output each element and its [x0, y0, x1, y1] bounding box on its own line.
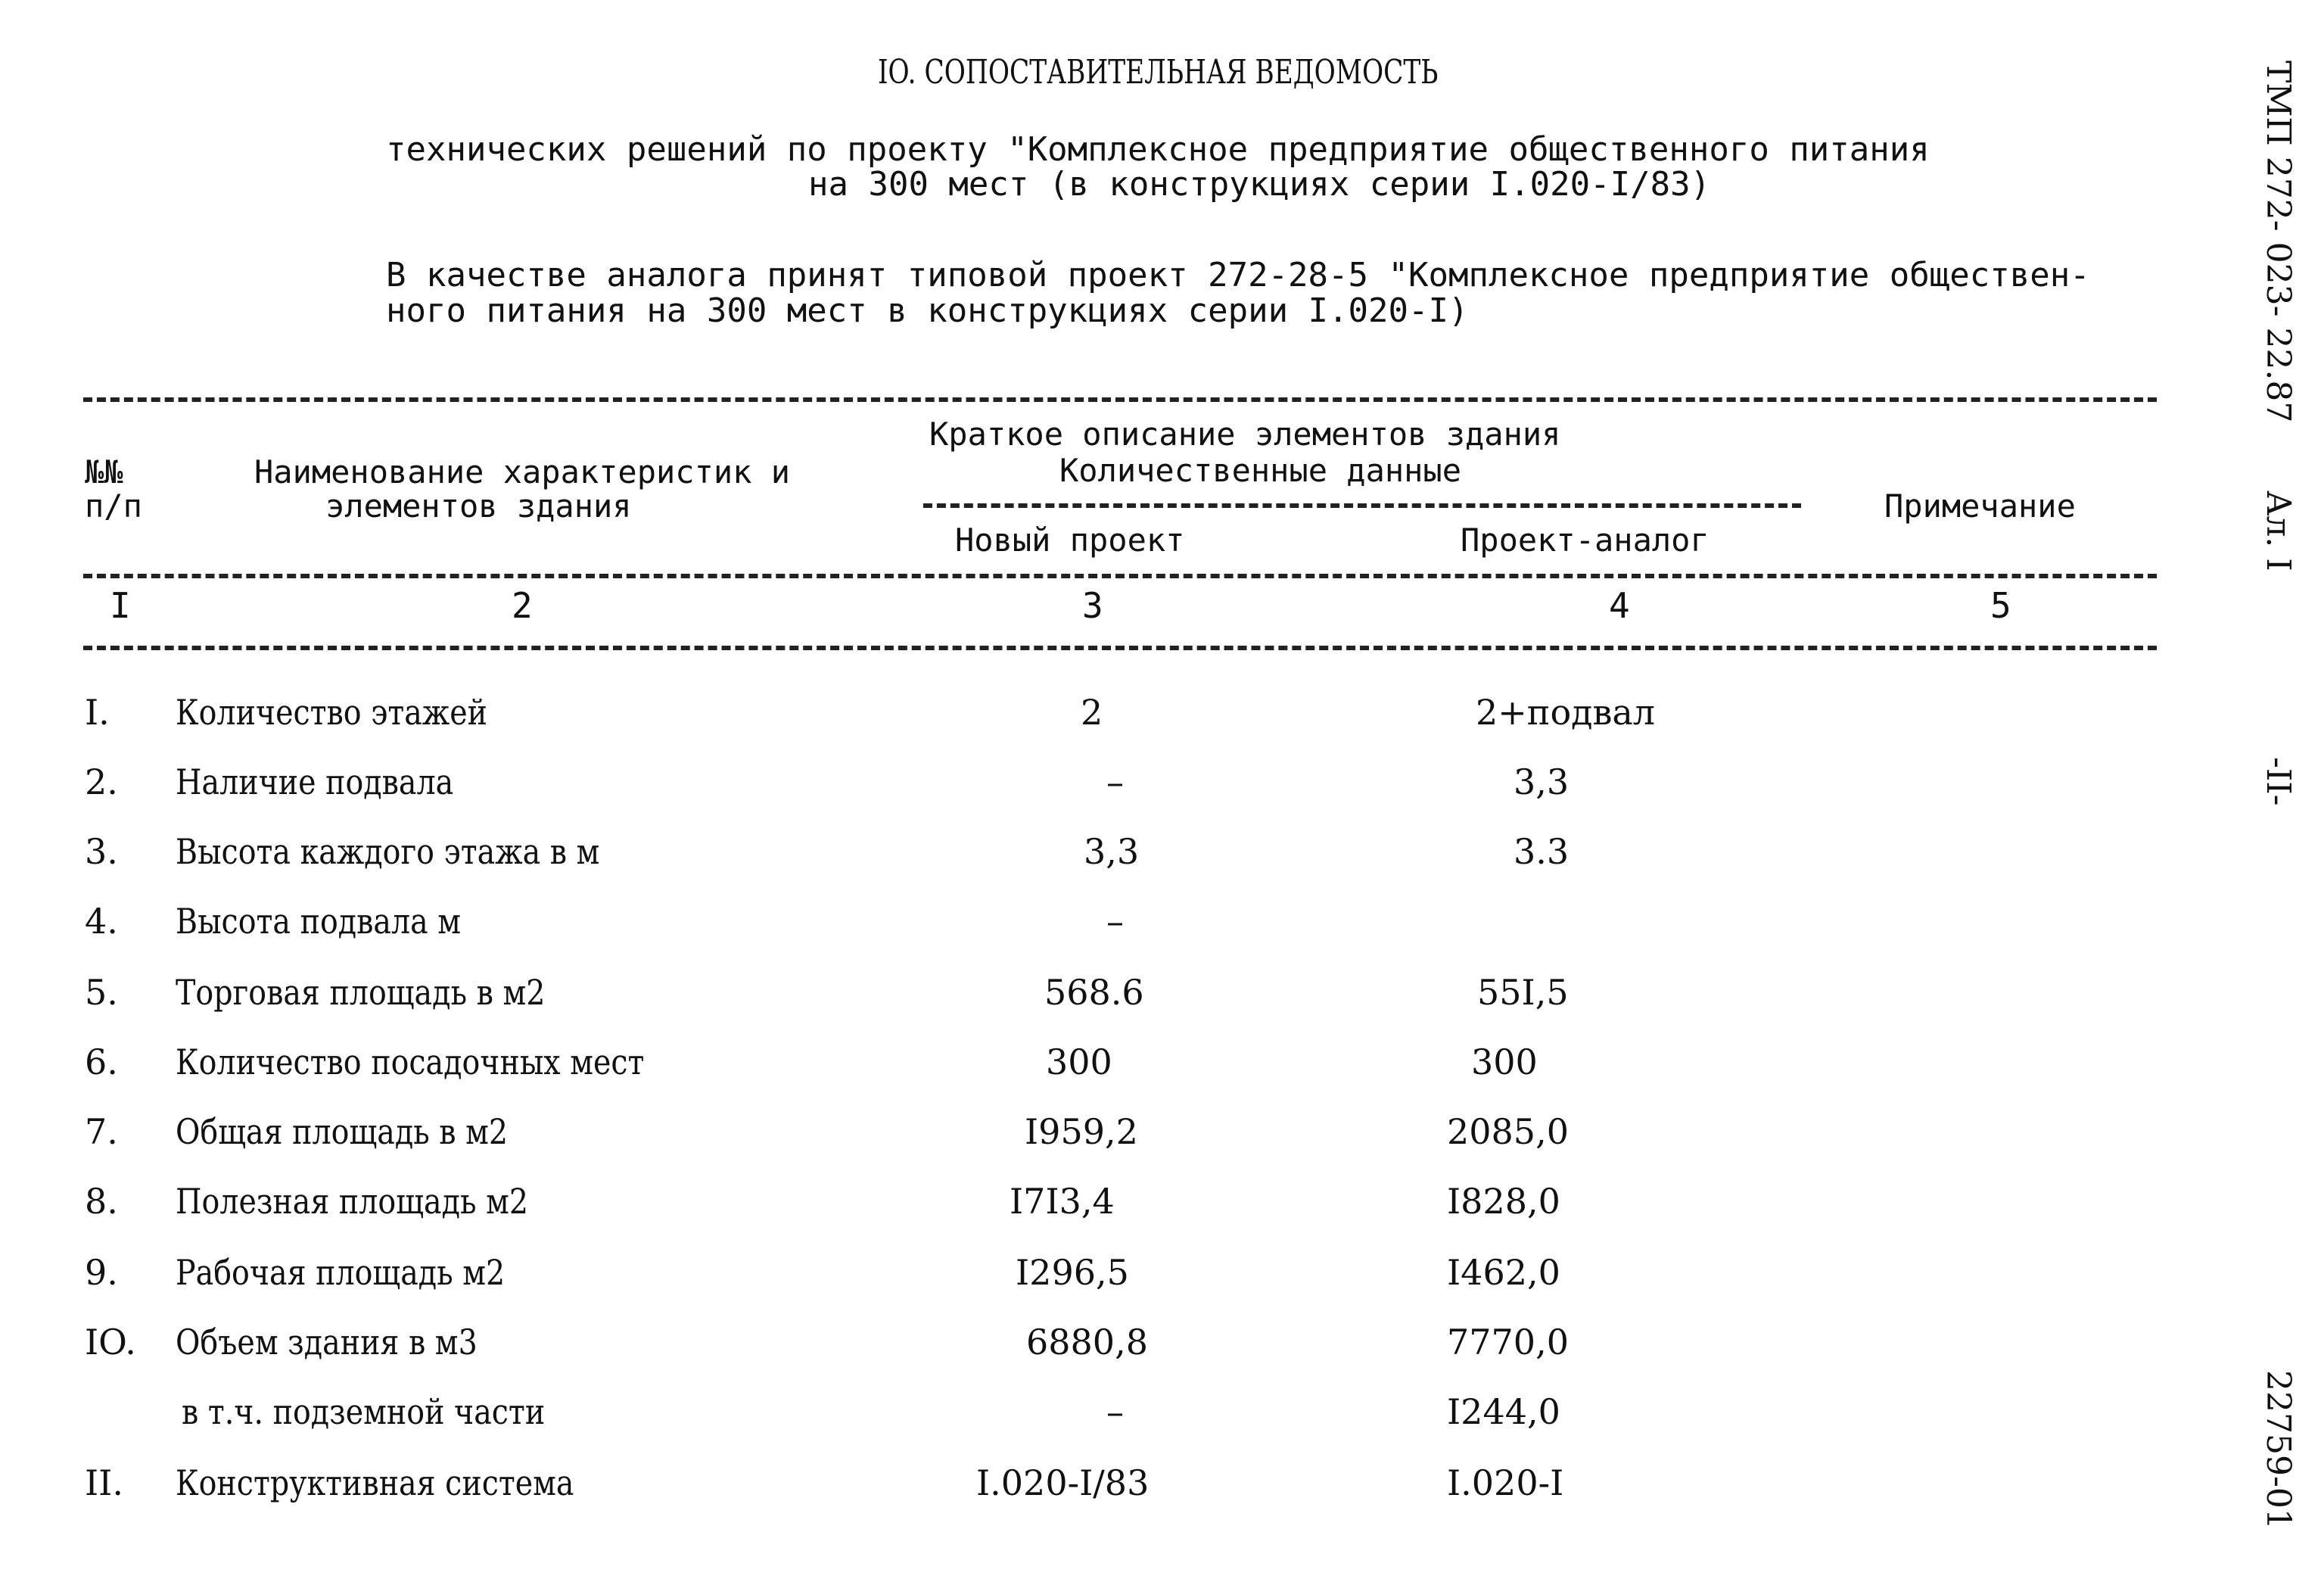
- analog-line-1: В качестве аналога принят типовой проект 272-28-5 "Комплексное предприятие обществен-: [386, 256, 2090, 294]
- row-name: Высота подвала м: [176, 901, 462, 942]
- row-new-value: –: [1106, 901, 1124, 942]
- row-name: Рабочая площадь м2: [176, 1252, 506, 1293]
- column-numbers-rule: [83, 646, 2157, 650]
- side-page-number: -II-: [2259, 757, 2298, 806]
- row-new-value: 2: [1081, 692, 1103, 733]
- document-title: IO. СОПОСТАВИТЕЛЬНАЯ ВЕДОМОСТЬ: [878, 53, 1439, 92]
- header-split-rule: [923, 503, 1801, 508]
- row-name: Количество посадочных мест: [176, 1042, 645, 1082]
- row-name: Конструктивная система: [176, 1462, 574, 1503]
- column-number-2: 2: [512, 585, 533, 626]
- column-number-3: 3: [1082, 585, 1103, 626]
- row-analog-value: I.020-I: [1447, 1462, 1564, 1503]
- row-name: Объем здания в м3: [176, 1322, 478, 1362]
- header-desc-line1: Краткое описание элементов здания: [929, 416, 1561, 453]
- header-name-line1: Наименование характеристик и: [254, 453, 791, 490]
- header-new-project: Новый проект: [955, 522, 1185, 559]
- column-number-1: I: [110, 585, 131, 626]
- subtitle-line-1: технических решений по проекту "Комплексное предприятие общественного питания: [386, 130, 1930, 169]
- row-analog-value: 3,3: [1514, 761, 1570, 802]
- row-new-value: I296,5: [1016, 1252, 1129, 1293]
- row-new-value: 3,3: [1084, 831, 1140, 872]
- row-new-value: I7I3,4: [1010, 1181, 1115, 1222]
- header-name-line2: элементов здания: [325, 487, 632, 525]
- row-new-value: 568.6: [1044, 972, 1144, 1013]
- column-number-5: 5: [1990, 585, 2011, 626]
- row-name: в т.ч. подземной части: [182, 1391, 546, 1432]
- row-new-value: I.020-I/83: [976, 1462, 1150, 1503]
- row-analog-value: I462,0: [1447, 1252, 1560, 1293]
- side-album: Ал. I: [2259, 490, 2298, 571]
- analog-line-2: ного питания на 300 мест в конструкциях серии I.020-I): [386, 291, 1469, 330]
- row-number: II.: [85, 1462, 123, 1503]
- row-number: 2.: [85, 761, 118, 802]
- row-analog-value: 55I,5: [1477, 972, 1569, 1013]
- row-analog-value: 2+подвал: [1476, 692, 1656, 733]
- column-number-4: 4: [1609, 585, 1630, 626]
- side-inventory-number: 22759-01: [2259, 1370, 2298, 1530]
- row-name: Количество этажей: [176, 692, 488, 733]
- row-analog-value: 2085,0: [1447, 1111, 1569, 1152]
- side-stamp-code: ТМП 272- 023- 22.87: [2259, 61, 2298, 423]
- row-number: 4.: [85, 901, 118, 942]
- header-bottom-rule: [83, 574, 2157, 578]
- row-analog-value: I828,0: [1447, 1181, 1560, 1222]
- table-top-rule: [83, 397, 2157, 402]
- row-name: Полезная площадь м2: [176, 1181, 529, 1222]
- header-note: Примечание: [1884, 487, 2076, 525]
- row-name: Торговая площадь в м2: [176, 972, 546, 1013]
- row-new-value: –: [1106, 1391, 1124, 1432]
- row-new-value: 300: [1046, 1042, 1112, 1082]
- header-num-line1: №№: [85, 453, 123, 490]
- row-name: Высота каждого этажа в м: [176, 831, 600, 872]
- row-number: 7.: [85, 1111, 118, 1152]
- row-number: 8.: [85, 1181, 118, 1222]
- row-name: Общая площадь в м2: [176, 1111, 509, 1152]
- row-analog-value: 3.3: [1514, 831, 1570, 872]
- row-number: 6.: [85, 1042, 118, 1082]
- subtitle-line-2: на 300 мест (в конструкциях серии I.020-I/83): [808, 165, 1711, 204]
- row-new-value: I959,2: [1025, 1111, 1138, 1152]
- header-desc-line2: Количественные данные: [1059, 452, 1462, 489]
- row-analog-value: 7770,0: [1447, 1322, 1569, 1362]
- row-number: 3.: [85, 831, 118, 872]
- row-new-value: –: [1106, 761, 1124, 802]
- header-num-line2: п/п: [85, 487, 142, 525]
- row-analog-value: I244,0: [1447, 1391, 1560, 1432]
- row-name: Наличие подвала: [176, 761, 454, 802]
- row-number: 5.: [85, 972, 118, 1013]
- row-analog-value: 300: [1471, 1042, 1538, 1082]
- row-number: I.: [85, 692, 110, 733]
- row-number: 9.: [85, 1252, 118, 1293]
- row-new-value: 6880,8: [1026, 1322, 1148, 1362]
- row-number: IO.: [85, 1322, 136, 1362]
- header-analog-project: Проект-аналог: [1461, 522, 1710, 559]
